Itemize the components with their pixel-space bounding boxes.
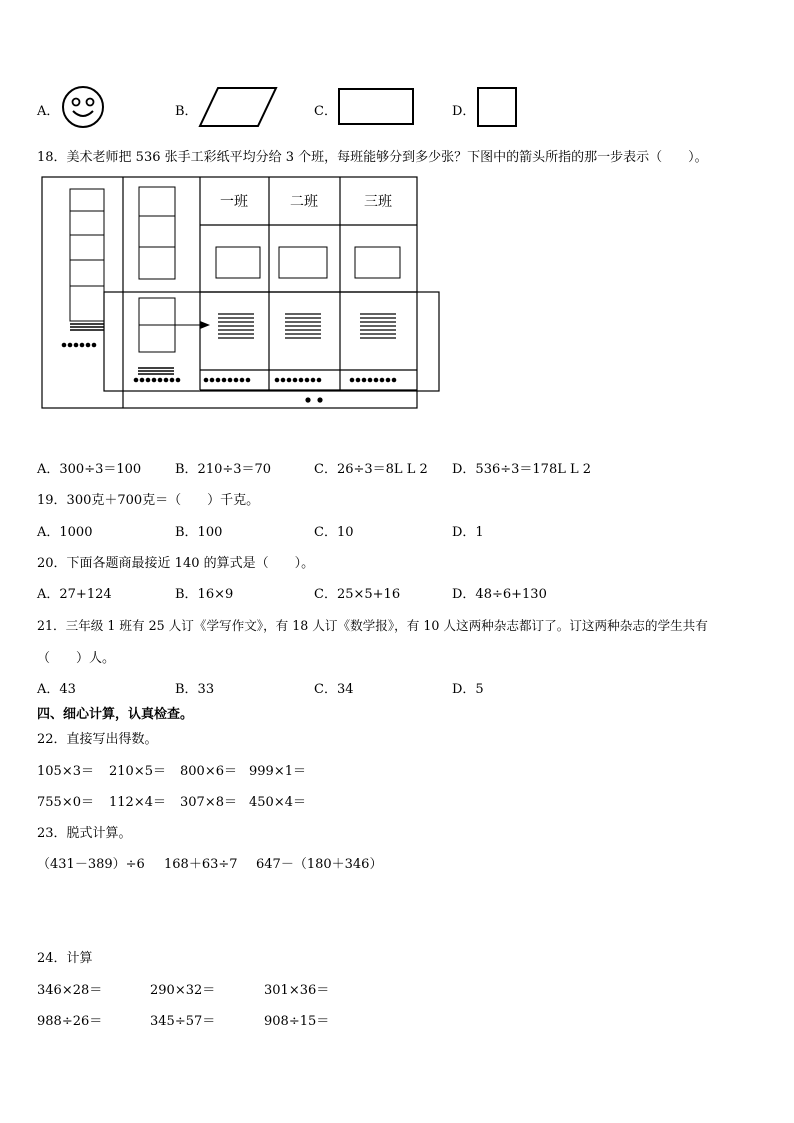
rectangle-shape [338,88,414,125]
q17-option-d-label[interactable]: D． [452,104,476,119]
q22-item: 755×0＝ [37,795,94,810]
q19-option-a[interactable]: A．1000 [37,525,93,540]
diagram-class2-label: 二班 [290,194,318,210]
q22-item: 307×8＝ [180,795,237,810]
q18-option-d[interactable]: D．536÷3＝178L L 2 [452,462,592,477]
q17-option-c-label[interactable]: C． [314,104,337,119]
q21-option-d[interactable]: D．5 [452,682,484,697]
q18-option-a[interactable]: A．300÷3＝100 [37,462,142,477]
q22-stem: 22．直接写出得数。 [37,732,158,747]
q23-stem: 23．脱式计算。 [37,826,132,841]
q20-stem: 20．下面各题商最接近 140 的算式是（ ）。 [37,556,315,571]
q19-option-c[interactable]: C．10 [314,525,354,540]
q22-item: 800×6＝ [180,764,237,779]
q22-item: 105×3＝ [37,764,94,779]
q23-item: 647－（180＋346） [256,857,383,872]
square-shape [477,87,517,127]
parallelogram-shape [198,86,280,128]
q21-stem-line1: 21．三年级 1 班有 25 人订《学写作文》，有 18 人订《数学报》，有 10 人这两种杂志都订了。订这两种杂志的学生共有 [37,618,708,633]
q17-option-b-label[interactable]: B． [175,104,198,119]
q18-option-b[interactable]: B．210÷3＝70 [175,462,272,477]
q24-stem: 24．计算 [37,951,93,966]
q17-option-a-label[interactable]: A． [37,104,60,119]
division-diagram [40,175,442,411]
q24-item: 988÷26＝ [37,1014,103,1029]
q21-option-a[interactable]: A．43 [37,682,76,697]
q22-item: 112×4＝ [109,795,166,810]
q18-stem: 18．美术老师把 536 张手工彩纸平均分给 3 个班，每班能够分到多少张？下图中的箭头所指的那一步表示（ ）。 [37,150,708,165]
section-heading: 四、细心计算，认真检查。 [37,707,194,722]
q21-option-b[interactable]: B．33 [175,682,215,697]
q19-option-b[interactable]: B．100 [175,525,223,540]
q20-option-d[interactable]: D．48÷6+130 [452,587,547,602]
q21-stem-line2: （ ）人。 [37,651,116,666]
q21-option-c[interactable]: C．34 [314,682,354,697]
q24-item: 346×28＝ [37,983,103,998]
q22-item: 450×4＝ [249,795,306,810]
q20-option-a[interactable]: A．27+124 [37,587,112,602]
q24-item: 345÷57＝ [150,1014,216,1029]
q20-option-c[interactable]: C．25×5+16 [314,587,401,602]
q19-stem: 19．300克＋700克＝（ ）千克。 [37,493,260,508]
smiley-face-icon [61,85,105,129]
q22-item: 210×5＝ [109,764,166,779]
diagram-class1-label: 一班 [220,194,248,210]
q23-item: 168＋63÷7 [164,857,238,872]
q20-option-b[interactable]: B．16×9 [175,587,234,602]
q24-item: 301×36＝ [264,983,330,998]
q24-item: 290×32＝ [150,983,216,998]
diagram-class3-label: 三班 [364,194,392,210]
q22-item: 999×1＝ [249,764,306,779]
q23-item: （431－389）÷6 [37,857,145,872]
q18-option-c[interactable]: C．26÷3＝8L L 2 [314,462,428,477]
q24-item: 908÷15＝ [264,1014,330,1029]
q19-option-d[interactable]: D．1 [452,525,484,540]
